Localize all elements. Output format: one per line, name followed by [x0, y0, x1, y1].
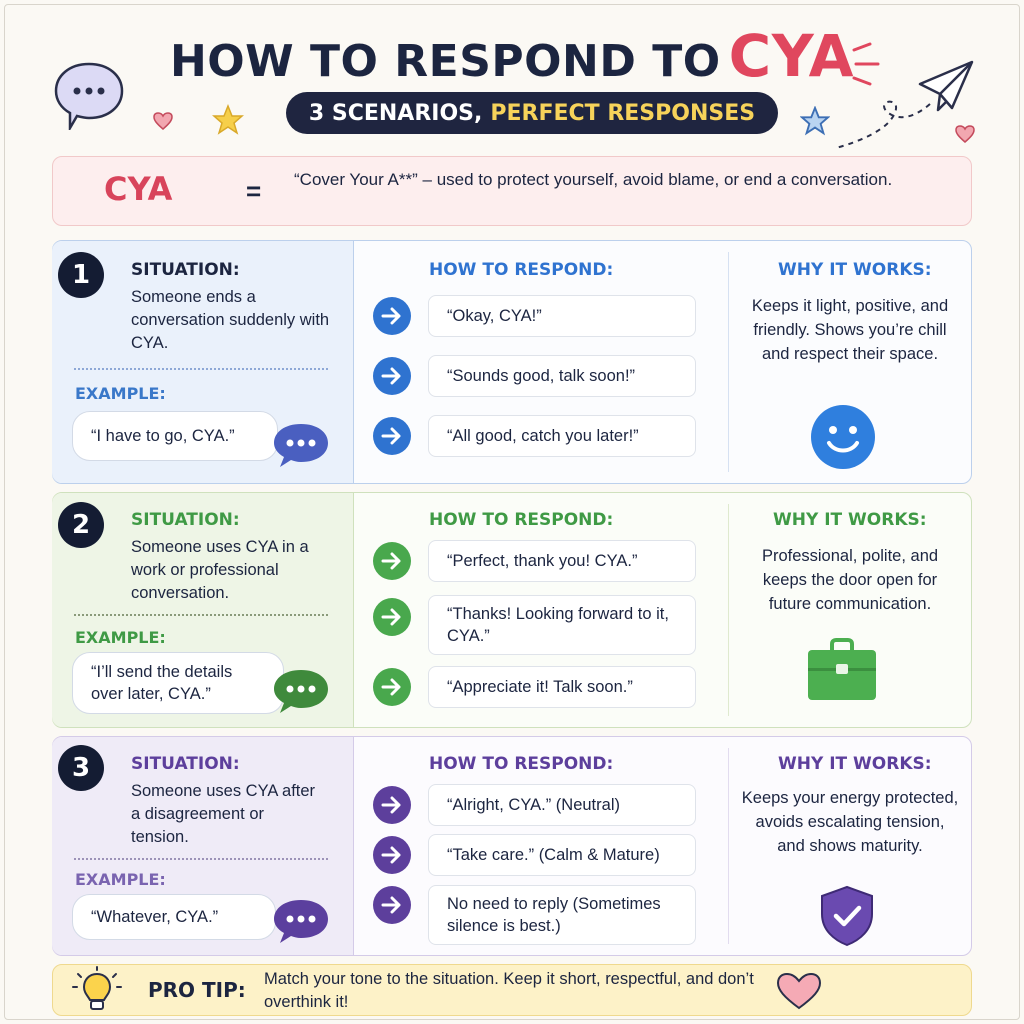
- why-heading: WHY IT WORKS:: [778, 260, 932, 280]
- example-heading: EXAMPLE:: [75, 628, 166, 647]
- subtitle-pill: 3 SCENARIOS, PERFECT RESPONSES: [286, 92, 778, 134]
- situation-heading: SITUATION:: [131, 510, 240, 530]
- response-option: “Sounds good, talk soon!”: [428, 355, 696, 397]
- arrow-icon: [373, 836, 411, 874]
- example-text: “Whatever, CYA.”: [91, 908, 219, 926]
- arrow-icon: [373, 786, 411, 824]
- arrow-icon: [373, 886, 411, 924]
- response-option: “Appreciate it! Talk soon.”: [428, 666, 696, 708]
- example-text: “I’ll send the details over later, CYA.”: [91, 663, 233, 703]
- smiley-icon: [809, 403, 877, 471]
- paper-plane-icon: [830, 56, 980, 156]
- response-option: “Thanks! Looking forward to it, CYA.”: [428, 595, 696, 655]
- scenario-number: 1: [58, 252, 104, 298]
- pro-tip-heading: PRO TIP:: [148, 978, 246, 1002]
- respond-heading: HOW TO RESPOND:: [429, 510, 614, 530]
- chat-bubble-icon: [272, 898, 330, 944]
- divider: [728, 252, 729, 472]
- response-option: “Perfect, thank you! CYA.”: [428, 540, 696, 582]
- example-bubble: [72, 411, 278, 461]
- response-option: “Okay, CYA!”: [428, 295, 696, 337]
- situation-text: Someone uses CYA after a disagreement or tension.: [131, 782, 316, 846]
- example-bubble: [72, 894, 276, 940]
- why-text: Keeps your energy protected, avoids escalating tension, and shows maturity.: [741, 789, 959, 855]
- arrow-icon: [373, 357, 411, 395]
- why-text: Keeps it light, positive, and friendly. Shows you’re chill and respect their space.: [751, 297, 949, 363]
- title-accent: CYA: [728, 22, 855, 90]
- definition-term: CYA: [104, 170, 173, 208]
- subtitle-highlight: PERFECT RESPONSES: [490, 100, 756, 126]
- situation-text: Someone ends a conversation suddenly with CYA.: [131, 288, 330, 352]
- lightbulb-icon: [70, 966, 124, 1014]
- pro-tip-text: Match your tone to the situation. Keep it short, respectful, and don’t overthink it!: [264, 970, 754, 1011]
- scenario-number: 2: [58, 502, 104, 548]
- divider: [728, 748, 729, 944]
- arrow-icon: [373, 668, 411, 706]
- dotted-divider: [74, 368, 328, 370]
- example-heading: EXAMPLE:: [75, 384, 166, 403]
- example-text: “I have to go, CYA.”: [91, 427, 235, 445]
- arrow-icon: [373, 542, 411, 580]
- dotted-divider: [74, 858, 328, 860]
- example-bubble: [72, 652, 284, 714]
- response-option: “All good, catch you later!”: [428, 415, 696, 457]
- arrow-icon: [373, 417, 411, 455]
- heart-outline-icon: [774, 970, 824, 1012]
- star-icon: [212, 104, 244, 136]
- arrow-icon: [373, 297, 411, 335]
- briefcase-icon: [806, 638, 878, 702]
- page-title: HOW TO RESPOND TO CYA: [169, 22, 855, 90]
- response-option: No need to reply (Sometimes silence is best.): [428, 885, 696, 945]
- definition-equals: =: [246, 176, 262, 206]
- situation-text: Someone uses CYA in a work or professional conversation.: [131, 538, 309, 602]
- chat-bubble-icon: [272, 668, 330, 714]
- arrow-icon: [373, 598, 411, 636]
- why-heading: WHY IT WORKS:: [773, 510, 927, 530]
- heart-icon: [152, 111, 174, 131]
- situation-heading: SITUATION:: [131, 260, 240, 280]
- dotted-divider: [74, 614, 328, 616]
- respond-heading: HOW TO RESPOND:: [429, 260, 614, 280]
- chat-bubble-icon: [52, 58, 126, 130]
- example-heading: EXAMPLE:: [75, 870, 166, 889]
- response-option: “Take care.” (Calm & Mature): [428, 834, 696, 876]
- response-option: “Alright, CYA.” (Neutral): [428, 784, 696, 826]
- definition-text: “Cover Your A**” – used to protect yourself, avoid blame, or end a conversation.: [294, 170, 893, 189]
- chat-bubble-icon: [272, 422, 330, 468]
- why-heading: WHY IT WORKS:: [778, 754, 932, 774]
- divider: [728, 504, 729, 716]
- situation-heading: SITUATION:: [131, 754, 240, 774]
- star-icon: [800, 106, 830, 136]
- respond-heading: HOW TO RESPOND:: [429, 754, 614, 774]
- shield-check-icon: [818, 884, 876, 948]
- why-text: Professional, polite, and keeps the door open for future communication.: [761, 547, 939, 613]
- scenario-number: 3: [58, 745, 104, 791]
